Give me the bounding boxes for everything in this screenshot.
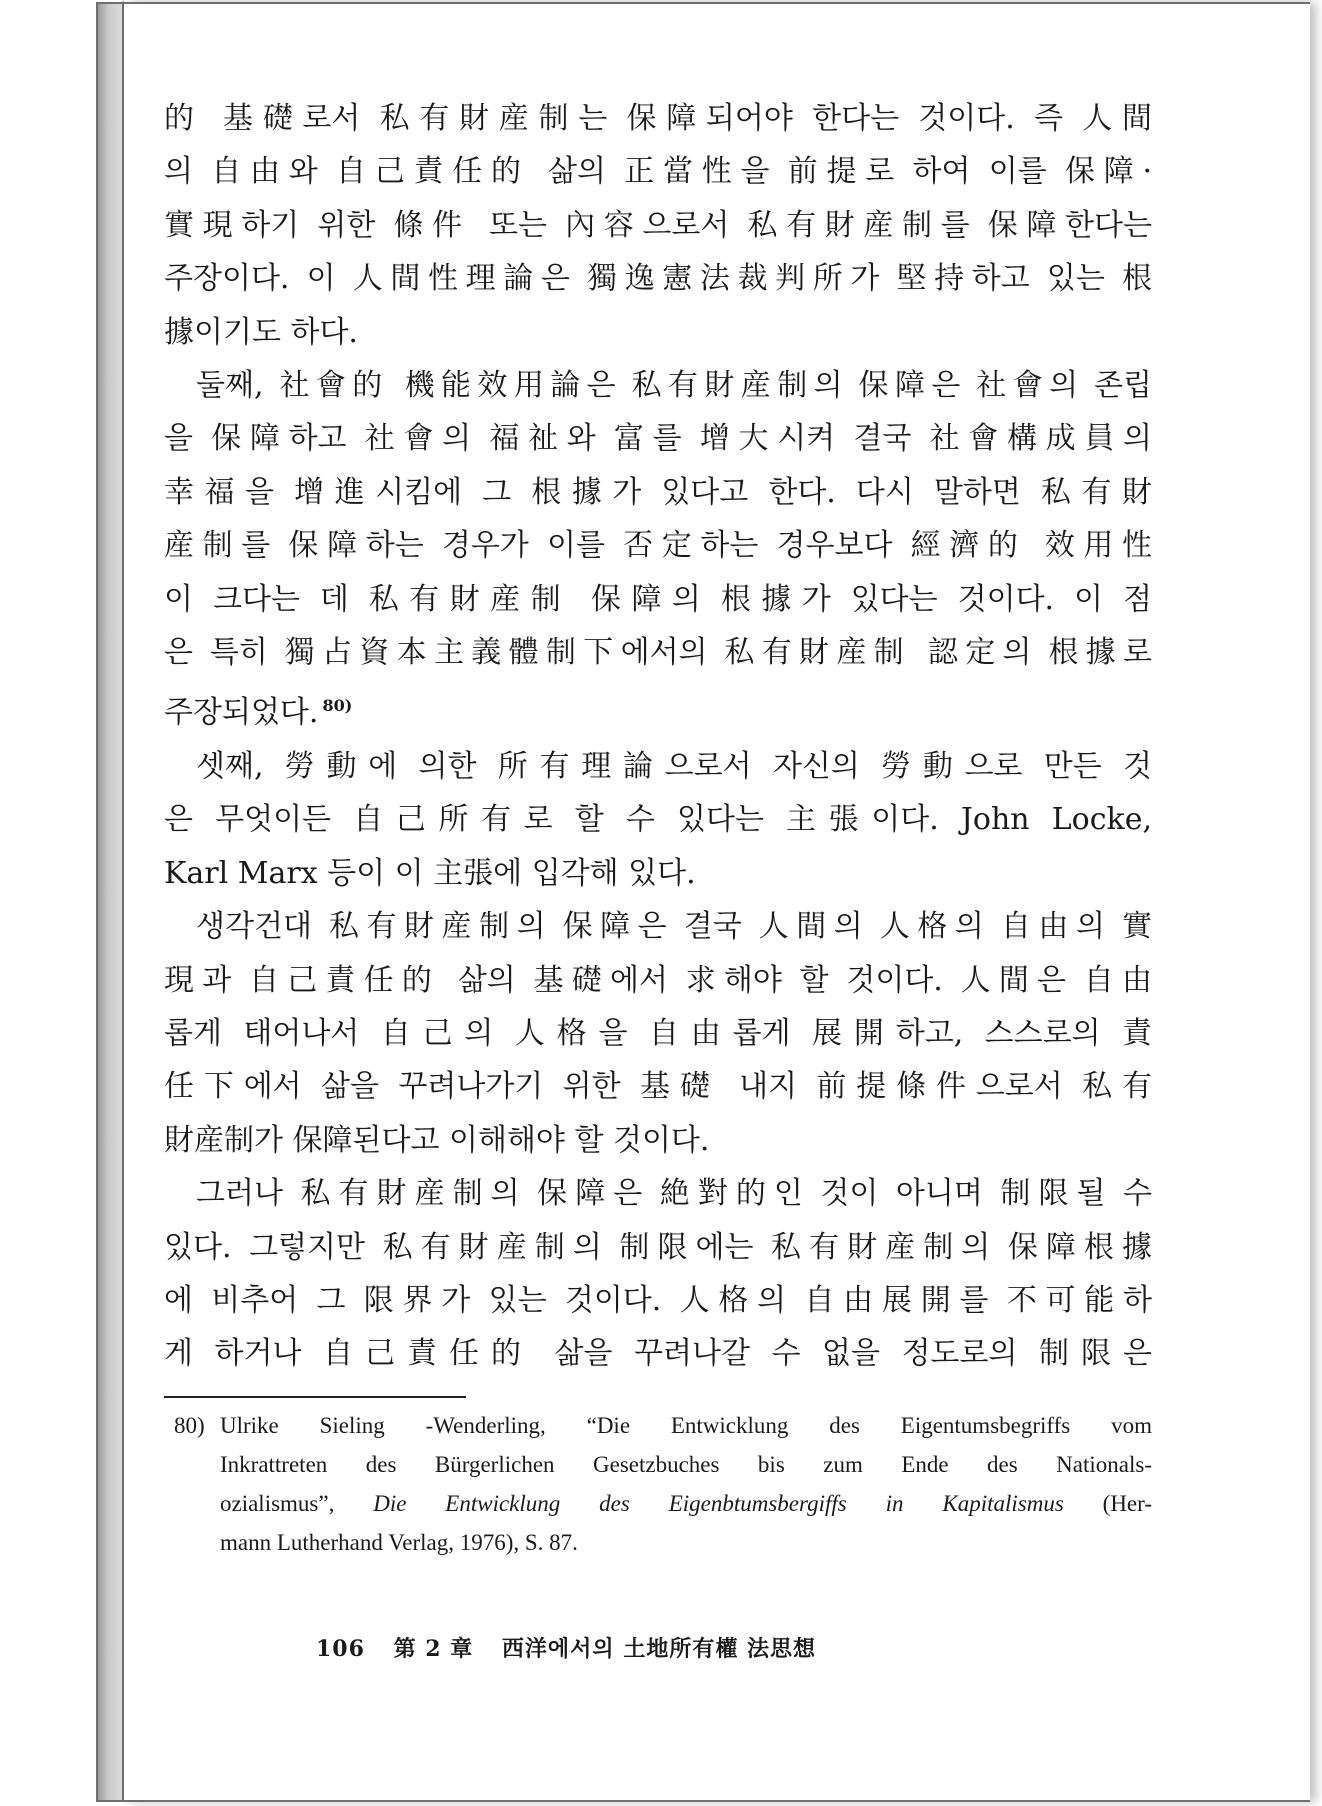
text-line [164,679,1152,739]
text-line-content: 주장되었다. [164,695,319,731]
footnote [174,1406,1152,1562]
book-spine [96,2,124,1802]
text-line: 實現하기 위한 條件 또는 內容으로서 私有財産制를 保障한다는 [164,207,1152,243]
page-number: 106 [316,1636,365,1662]
text-line: 을 保障하고 社會의 福祉와 富를 增大시켜 결국 社會構成員의 [164,421,1152,457]
footnote-line: Inkrattreten des Bürgerlichen Gesetzbuches bis zum Ende des Nationals- [220,1452,1152,1477]
chapter-label: 第 2 章 [393,1636,474,1662]
text-line: 産制를 保障하는 경우가 이를 否定하는 경우보다 經濟的 效用性 [164,528,1152,564]
body-text [164,92,1152,1381]
footnote-text: Ulrike Sieling -Wenderling, “Die Entwicklung des Eigentumsbegriffs vom [220,1413,1152,1438]
text-line: 에 비추어 그 限界가 있는 것이다. 人格의 自由展開를 不可能하 [164,1282,1152,1318]
text-line: Karl Marx 등이 이 主張에 입각해 있다. [164,855,696,891]
text-line: 롭게 태어나서 自己의 人格을 自由롭게 展開하고, 스스로의 責 [164,1015,1152,1051]
text-line: 그러나 私有財産制의 保障은 絶對的인 것이 아니며 制限될 수 [196,1176,1152,1212]
footnote-line: mann Lutherhand Verlag, 1976), S. 87. [220,1530,578,1555]
text-line: 있다. 그렇지만 私有財産制의 制限에는 私有財産制의 保障根據 [164,1229,1152,1265]
footnote-text: ozialismus”, [220,1491,374,1516]
footnote-line [174,1406,1152,1445]
text-line: 둘째, 社會的 機能效用論은 私有財産制의 保障은 社會의 존립 [196,368,1152,404]
text-line: 주장이다. 이 人間性理論은 獨逸憲法裁判所가 堅持하고 있는 根 [164,261,1152,297]
footnote-divider [164,1396,466,1398]
text-line: 이 크다는 데 私有財産制 保障의 根據가 있다는 것이다. 이 점 [164,581,1152,617]
text-line: 現과 自己責任的 삶의 基礎에서 求해야 할 것이다. 人間은 自由 [164,962,1152,998]
text-line: 의 自由와 自己責任的 삶의 正當性을 前提로 하여 이를 保障· [164,154,1152,190]
footnote-number: 80) [174,1413,205,1438]
text-line: 的 基礎로서 私有財産制는 保障되어야 한다는 것이다. 즉 人間 [164,101,1152,136]
text-line: 셋째, 勞動에 의한 所有理論으로서 자신의 勞動으로 만든 것 [196,748,1152,784]
running-footer [316,1632,836,1663]
footnote-book-title: Die Entwicklung des Eigenbtumsbergiffs in Kapitalismus [373,1491,1064,1516]
text-line: 任下에서 삶을 꾸려나가기 위한 基礎 내지 前提條件으로서 私有 [164,1069,1152,1105]
footnote-line [174,1484,1152,1523]
text-line: 생각건대 私有財産制의 保障은 결국 人間의 人格의 自由의 實 [196,909,1152,945]
text-line: 은 특히 獨占資本主義體制下에서의 私有財産制 認定의 根據로 [164,635,1152,671]
footnote-reference: 80) [322,696,353,716]
text-line: 게 하거나 自己責任的 삶을 꾸려나갈 수 없을 정도로의 制限은 [164,1336,1152,1372]
chapter-title: 西洋에서의 土地所有權 法思想 [501,1636,816,1662]
text-line: 은 무엇이든 自己所有로 할 수 있다는 主張이다. John Locke, [164,802,1152,838]
text-line: 據이기도 하다. [164,314,358,350]
text-line: 幸福을 增進시킴에 그 根據가 있다고 한다. 다시 말하면 私有財 [164,474,1152,510]
footnote-text: (Her- [1063,1491,1152,1516]
text-line: 財産制가 保障된다고 이해해야 할 것이다. [164,1122,710,1158]
